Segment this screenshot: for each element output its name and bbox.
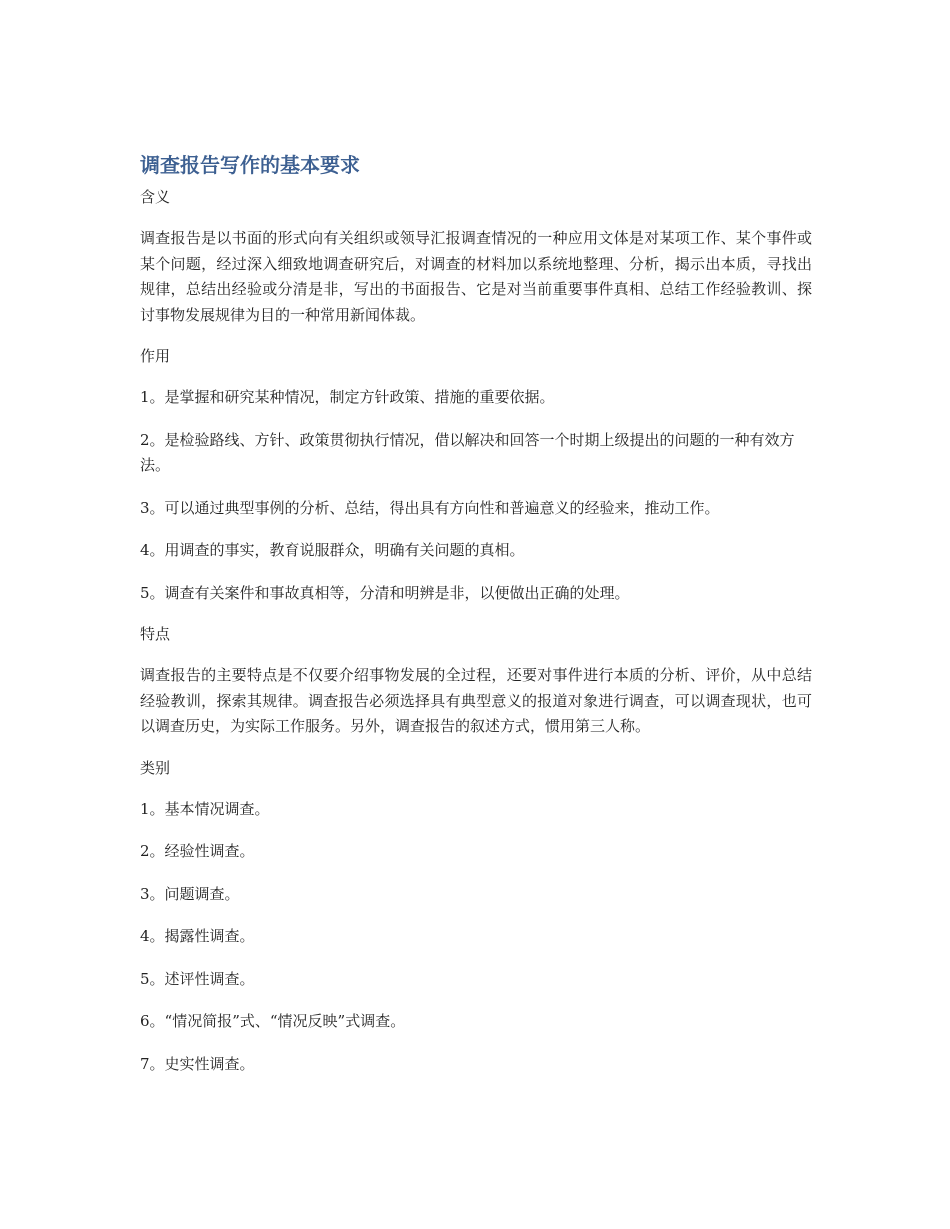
section-heading-meaning: 含义 (140, 188, 171, 206)
section-meaning (140, 186, 812, 328)
function-item-1: 1。是掌握和研究某种情况，制定方针政策、措施的重要依据。 (140, 388, 555, 406)
section-function (140, 345, 812, 606)
category-item-4: 4。揭露性调查。 (140, 927, 255, 945)
category-item-2: 2。经验性调查。 (140, 842, 255, 860)
category-item-1: 1。基本情况调查。 (140, 799, 270, 818)
function-item-2: 2。是检验路线、方针、政策贯彻执行情况，借以解决和回答一个时期上级提出的问题的一种有效方法。 (140, 430, 795, 474)
section-heading-categories: 类别 (140, 758, 171, 777)
section-categories (140, 757, 812, 1078)
section-heading-function: 作用 (140, 347, 171, 365)
meaning-paragraph: 调查报告是以书面的形式向有关组织或领导汇报调查情况的一种应用文体是对某项工作、某个事件或某个问题，经过深入细致地调查研究后，对调查的材料加以系统地整理、分析，揭示出本质，寻找出规律，总结出经验或分清是非，写出的书面报告、它是对当前重要事件真相、总结工作经验教训、探讨事物发展规律为目的一种常用新闻体裁。 (140, 229, 812, 324)
section-features (140, 623, 812, 740)
category-item-6: 6。“情况简报”式、“情况反映”式调查。 (140, 1012, 406, 1030)
document-title: 调查报告写作的基本要求 (140, 153, 360, 177)
function-item-3: 3。可以通过典型事例的分析、总结，得出具有方向性和普遍意义的经验来，推动工作。 (140, 498, 720, 517)
category-item-3: 3。问题调查。 (140, 884, 240, 903)
features-paragraph: 调查报告的主要特点是不仅要介绍事物发展的全过程，还要对事件进行本质的分析、评价，从中总结经验教训，探索其规律。调查报告必须选择具有典型意义的报道对象进行调查，可以调查现状，也可以调查历史，为实际工作服务。另外，调查报告的叙述方式，惯用第三人称。 (140, 666, 812, 735)
function-item-5: 5。调查有关案件和事故真相等，分清和明辨是非，以便做出正确的处理。 (140, 583, 630, 602)
function-item-4: 4。用调查的事实，教育说服群众，明确有关问题的真相。 (140, 541, 525, 559)
category-item-5: 5。述评性调查。 (140, 969, 255, 988)
document-page (140, 150, 812, 1094)
category-item-7: 7。史实性调查。 (140, 1054, 255, 1073)
section-heading-features: 特点 (140, 625, 171, 643)
